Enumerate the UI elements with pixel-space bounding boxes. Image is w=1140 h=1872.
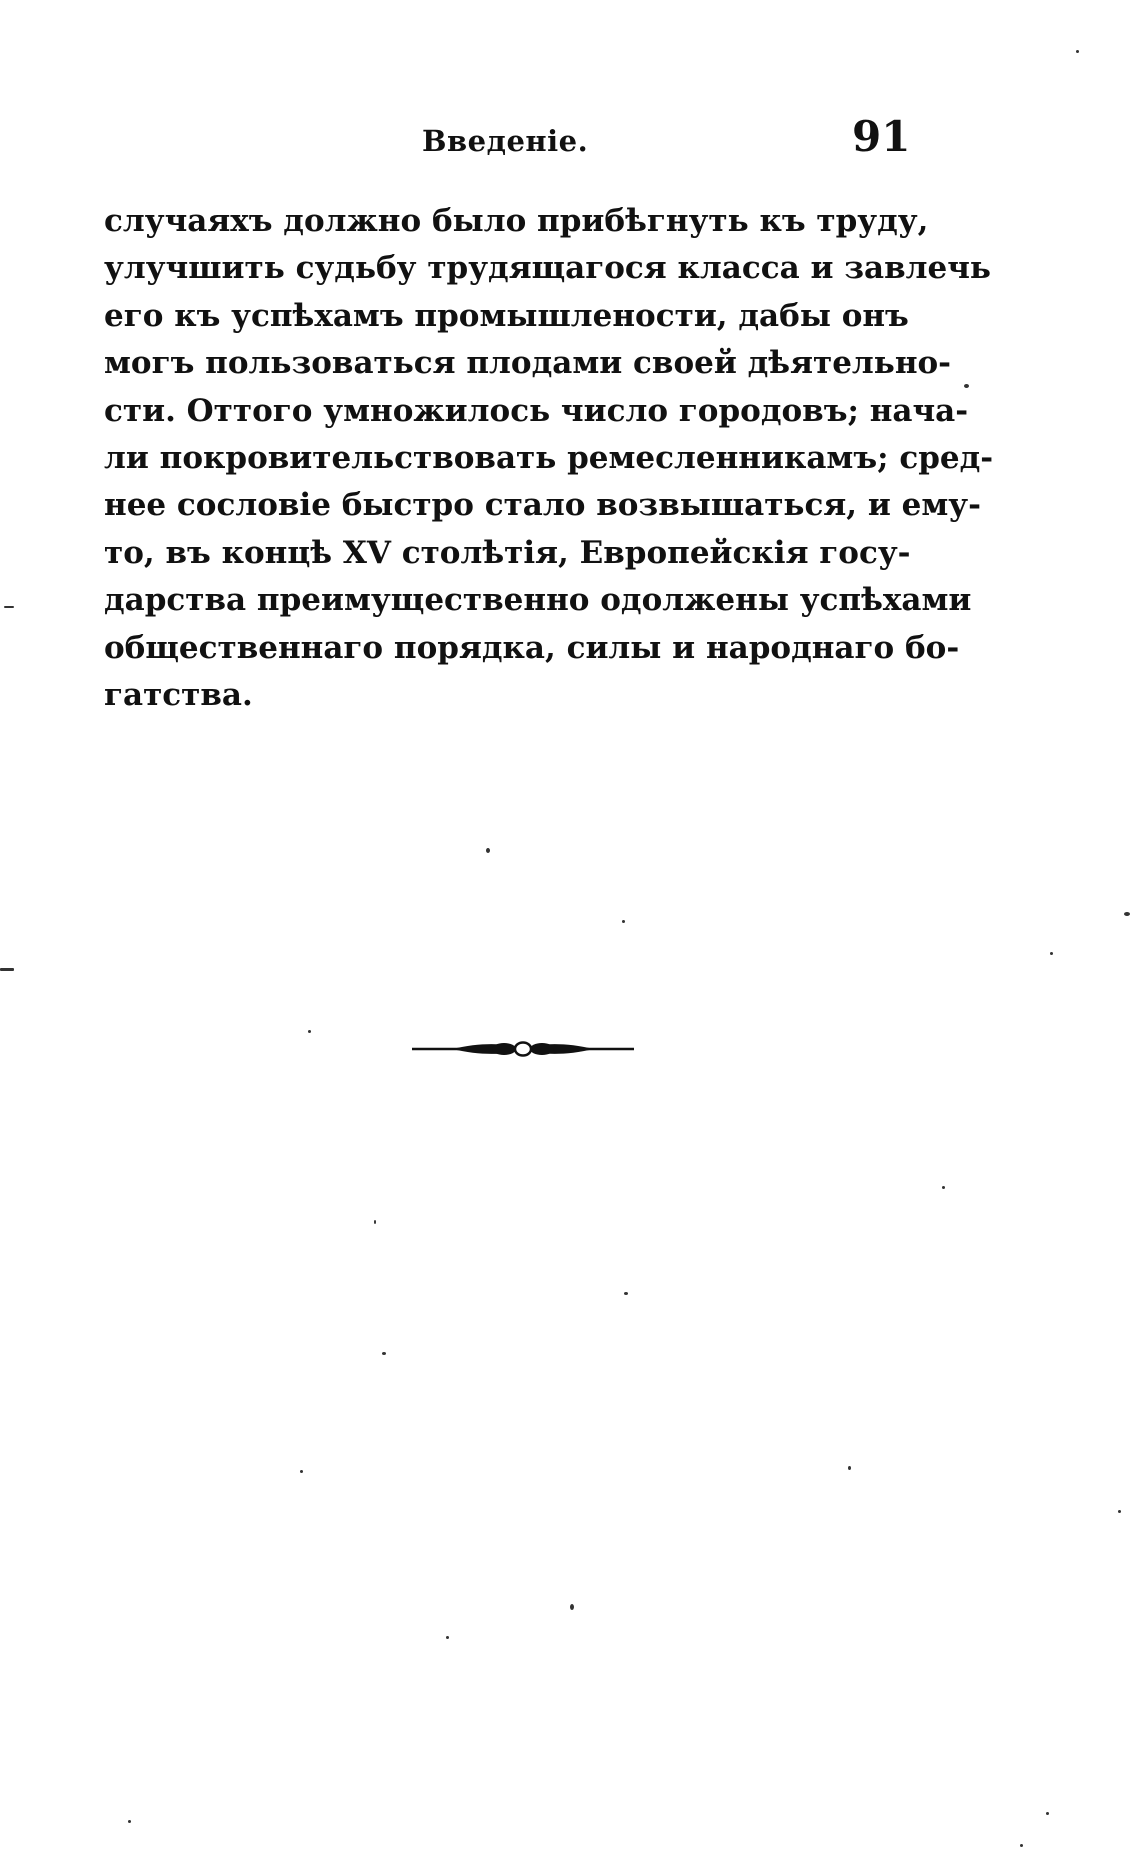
text-line: случаяхъ должно было прибѣгнуть къ труду, [104,203,929,239]
text-line: нее сословіе быстро стало возвышаться, и ему- [104,487,981,524]
page-number: 91 [852,112,911,161]
text-line: общественнаго порядка, силы и народнаго бо- [104,629,960,666]
text-line: улучшить судьбу трудящагося класса и завлечь [104,250,991,287]
print-speck [964,384,969,388]
print-speck [1046,1812,1049,1815]
print-speck [1076,50,1079,53]
section-title: Введеніе. [422,124,589,158]
body-paragraph [104,198,994,719]
print-speck [300,1470,303,1473]
end-of-section-ornament-icon [412,1038,634,1060]
print-speck [446,1636,449,1639]
print-speck [1020,1844,1023,1847]
print-speck [382,1352,386,1355]
print-speck [1118,1510,1121,1513]
running-head [0,112,1140,172]
print-speck [848,1466,851,1470]
text-line: то, въ концѣ XV столѣтія, Европейскія госу- [104,534,911,571]
text-line: его къ успѣхамъ промышлености, дабы онъ [104,297,909,334]
print-speck [4,606,14,608]
text-line: ли покровительствовать ремесленникамъ; сред- [104,440,994,477]
text-line: могъ пользоваться плодами своей дѣятельно- [104,345,952,382]
print-speck [942,1186,945,1189]
print-speck [1050,952,1053,955]
print-speck [0,968,14,971]
print-speck [308,1030,311,1033]
print-speck [128,1820,131,1823]
print-speck [486,848,490,853]
print-speck [374,1220,376,1224]
print-speck [622,920,625,923]
text-line: сти. Оттого умножилось число городовъ; нача- [104,392,969,429]
text-line: дарства преимущественно одолжены успѣхами [104,582,972,619]
print-speck [624,1292,628,1295]
print-speck [1124,912,1130,916]
text-line: гатства. [104,677,253,714]
print-speck [570,1604,574,1610]
